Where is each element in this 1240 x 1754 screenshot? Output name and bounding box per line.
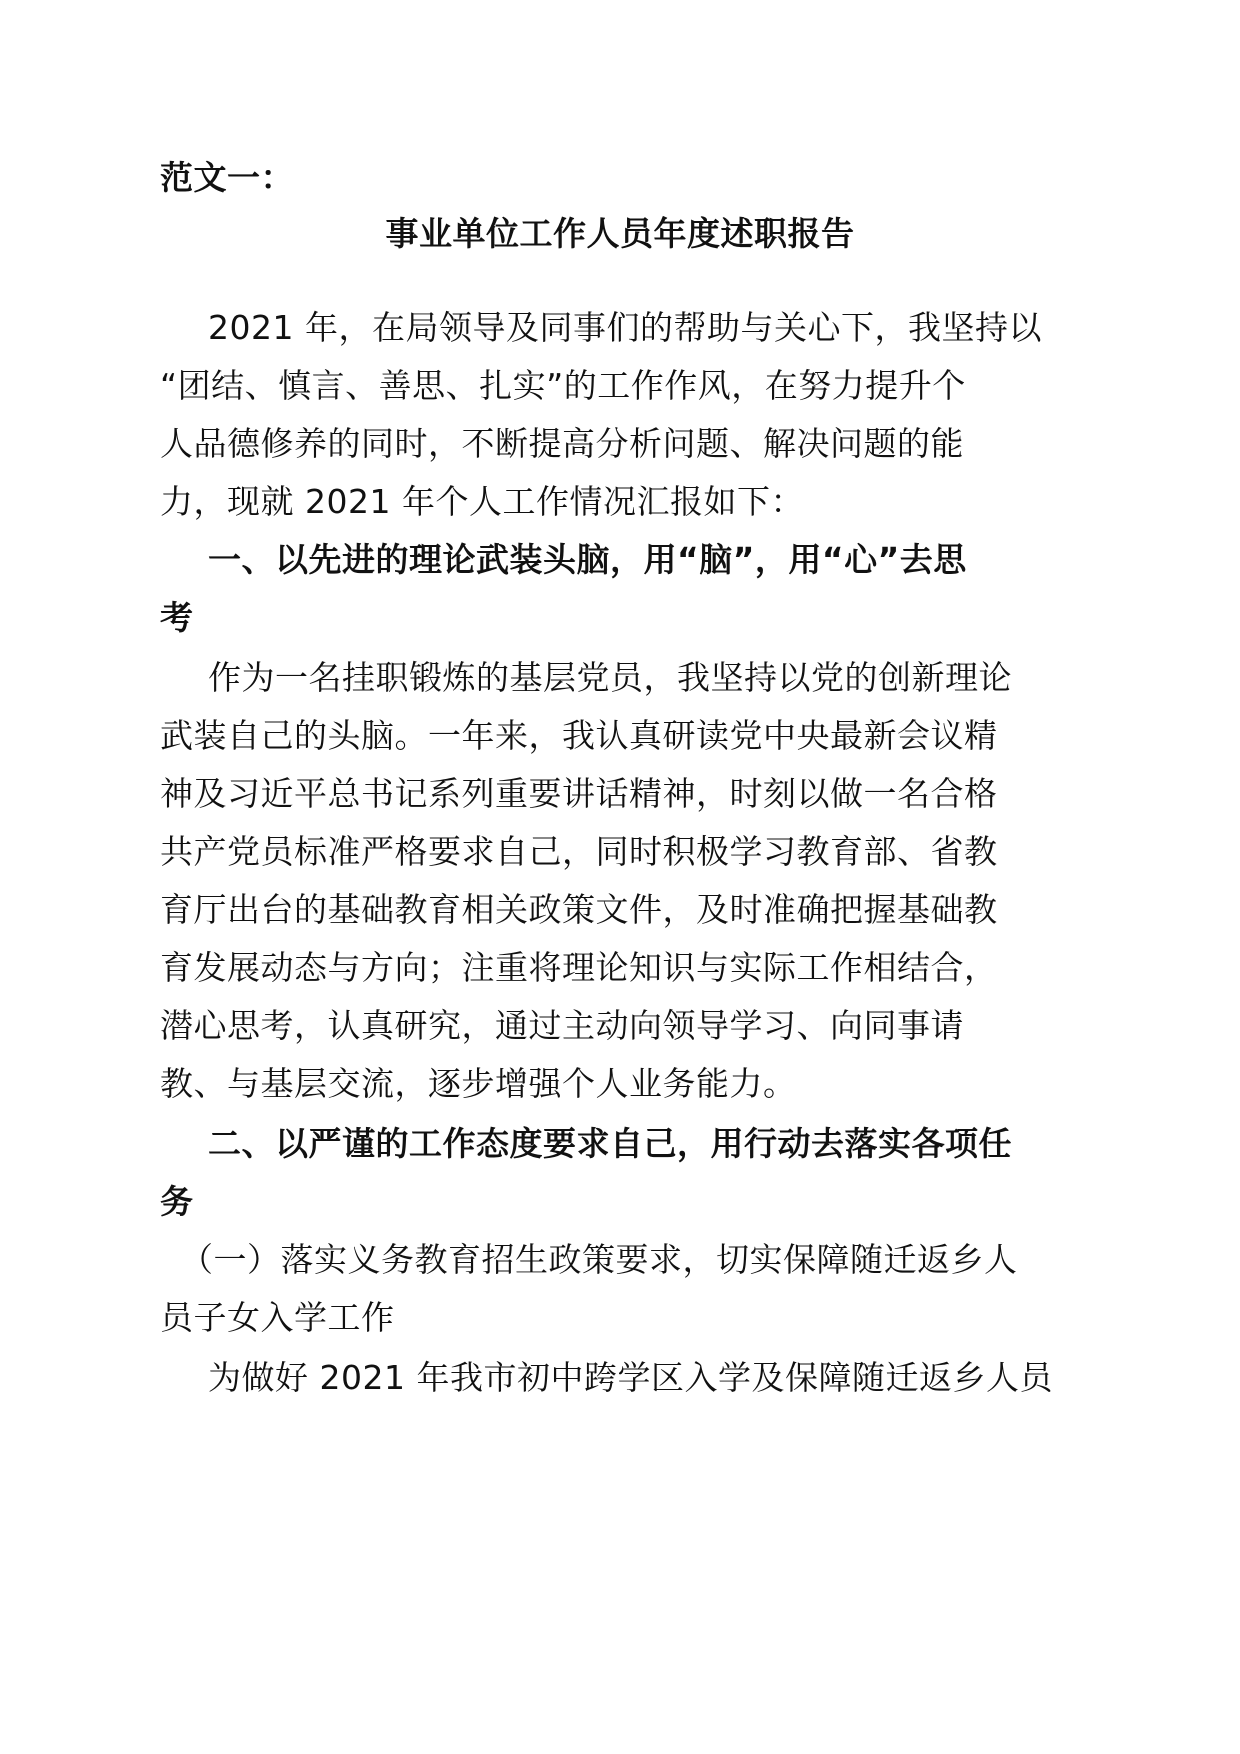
section-one-paragraph-line-1: 作为一名挂职锻炼的基层党员，我坚持以党的创新理论 [208,658,1012,697]
document-title: 事业单位工作人员年度述职报告 [385,214,855,253]
sample-label: 范文一： [160,158,294,197]
subsection-one-heading-line-1: （一）落实义务教育招生政策要求，切实保障随迁返乡人 [180,1240,1018,1279]
section-two-heading-line-1: 二、以严谨的工作态度要求自己，用行动去落实各项任 [208,1124,1012,1163]
subsection-one-heading-line-2: 员子女入学工作 [160,1298,395,1337]
section-one-paragraph-line-6: 育发展动态与方向；注重将理论知识与实际工作相结合， [160,948,998,987]
intro-line-4: 力，现就 2021 年个人工作情况汇报如下： [160,482,804,521]
section-one-paragraph-line-7: 潜心思考，认真研究，通过主动向领导学习、向同事请 [160,1006,964,1045]
section-one-paragraph-line-4: 共产党员标准严格要求自己，同时积极学习教育部、省教 [160,832,998,871]
section-one-paragraph-line-5: 育厅出台的基础教育相关政策文件，及时准确把握基础教 [160,890,998,929]
intro-line-2: “团结、慎言、善思、扎实”的工作作风，在努力提升个 [160,366,966,405]
section-one-paragraph-line-2: 武装自己的头脑。一年来，我认真研读党中央最新会议精 [160,716,998,755]
section-one-heading-line-1: 一、以先进的理论武装头脑，用“脑”，用“心”去思 [208,540,967,579]
intro-line-1: 2021 年，在局领导及同事们的帮助与关心下，我坚持以 [208,308,1042,347]
section-one-heading-line-2: 考 [160,598,194,637]
subsection-one-paragraph-line-1: 为做好 2021 年我市初中跨学区入学及保障随迁返乡人员 [208,1358,1053,1397]
intro-line-3: 人品德修养的同时，不断提高分析问题、解决问题的能 [160,424,964,463]
section-two-heading-line-2: 务 [160,1182,194,1221]
section-one-paragraph-line-3: 神及习近平总书记系列重要讲话精神，时刻以做一名合格 [160,774,998,813]
section-one-paragraph-line-8: 教、与基层交流，逐步增强个人业务能力。 [160,1064,797,1103]
